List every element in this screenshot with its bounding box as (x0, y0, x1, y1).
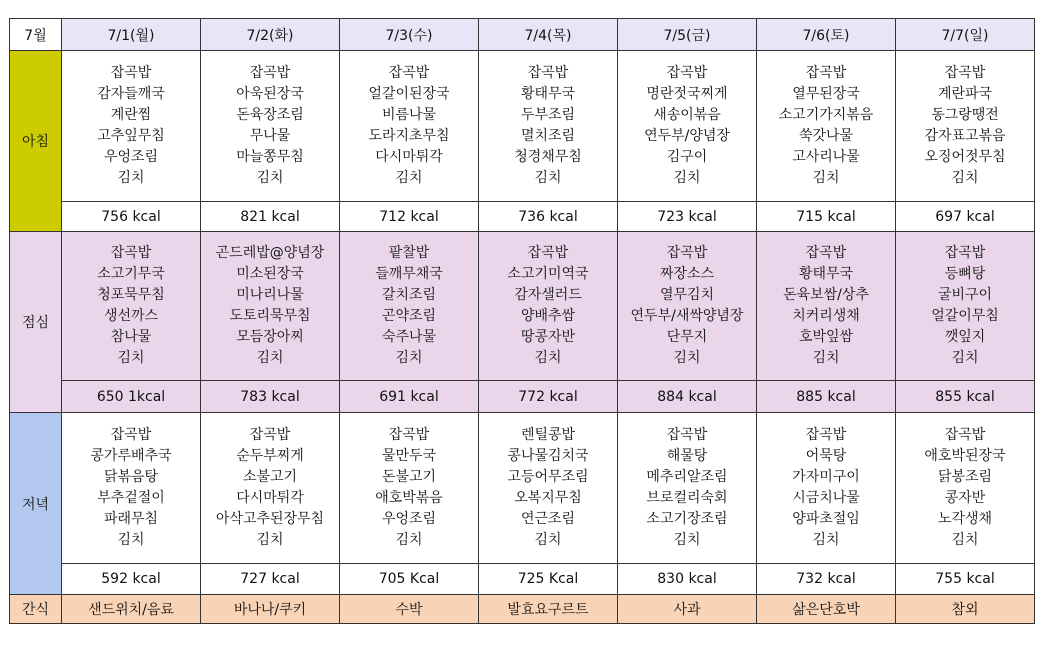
menu-cell (618, 232, 757, 381)
menu-item: 물만두국 (381, 448, 437, 464)
menu-item: 김치 (534, 350, 562, 366)
menu-item: 김치 (673, 350, 701, 366)
menu-item: 잡곡밥 (110, 245, 152, 261)
day-header-sat: 7/6(토) (757, 19, 896, 51)
breakfast-label: 아침 (10, 51, 62, 232)
menu-item: 어묵탕 (805, 448, 847, 464)
kcal-cell: 855 kcal (896, 381, 1035, 413)
menu-item: 잡곡밥 (666, 65, 708, 81)
menu-item: 깻잎지 (944, 329, 986, 345)
header-row (10, 19, 1035, 51)
snack-cell: 수박 (340, 595, 479, 624)
menu-item: 고사리나물 (792, 149, 860, 165)
menu-cell (757, 232, 896, 381)
menu-item: 비름나물 (381, 107, 437, 123)
menu-item: 잡곡밥 (666, 245, 708, 261)
menu-item: 다시마튀각 (375, 149, 443, 165)
menu-item: 잡곡밥 (110, 427, 152, 443)
menu-item: 잡곡밥 (249, 65, 291, 81)
snack-cell: 참외 (896, 595, 1035, 624)
menu-item: 우엉조림 (103, 149, 159, 165)
menu-item: 김치 (117, 170, 145, 186)
menu-item: 명란젓국찌게 (646, 86, 728, 102)
menu-item: 숙주나물 (381, 329, 437, 345)
menu-item: 굴비구이 (937, 287, 993, 303)
menu-item: 김치 (256, 532, 284, 548)
kcal-cell: 592 kcal (62, 564, 201, 595)
menu-item: 닭봉조림 (937, 469, 993, 485)
breakfast-items-row (10, 51, 1035, 202)
menu-item: 얼갈이된장국 (368, 86, 450, 102)
kcal-cell: 727 kcal (201, 564, 340, 595)
menu-item: 멸치조림 (520, 128, 576, 144)
kcal-cell: 650 1kcal (62, 381, 201, 413)
menu-item: 잡곡밥 (805, 245, 847, 261)
menu-item: 잡곡밥 (666, 427, 708, 443)
menu-item: 땅콩자반 (520, 329, 576, 345)
menu-item: 마늘쫑무침 (236, 149, 304, 165)
menu-item: 잡곡밥 (527, 245, 569, 261)
kcal-cell: 691 kcal (340, 381, 479, 413)
menu-item: 해물탕 (666, 448, 708, 464)
menu-item: 시금치나물 (792, 490, 860, 506)
menu-item: 돈육장조림 (236, 107, 304, 123)
menu-item: 갈치조림 (381, 287, 437, 303)
snack-row (10, 595, 1035, 624)
menu-item: 단무지 (666, 329, 708, 345)
menu-item: 모듬장아찌 (236, 329, 304, 345)
menu-item: 애호박된장국 (924, 448, 1006, 464)
menu-item: 쑥갓나물 (798, 128, 854, 144)
menu-item: 김치 (534, 532, 562, 548)
menu-item: 김치 (812, 170, 840, 186)
menu-item: 계란파국 (937, 86, 993, 102)
menu-cell (201, 413, 340, 564)
menu-item: 김치 (395, 170, 423, 186)
menu-item: 아욱된장국 (236, 86, 304, 102)
menu-item: 감자샐러드 (514, 287, 582, 303)
weekly-meal-table (9, 18, 1035, 624)
menu-item: 잡곡밥 (249, 427, 291, 443)
menu-item: 동그랑땡전 (931, 107, 999, 123)
day-header-sun: 7/7(일) (896, 19, 1035, 51)
menu-cell (479, 413, 618, 564)
menu-item: 양파초절임 (792, 511, 860, 527)
menu-item: 김구이 (666, 149, 708, 165)
menu-item: 오복지무침 (514, 490, 582, 506)
menu-item: 도라지초무침 (368, 128, 450, 144)
snack-cell: 삶은단호박 (757, 595, 896, 624)
menu-item: 김치 (812, 350, 840, 366)
kcal-cell: 772 kcal (479, 381, 618, 413)
kcal-cell: 783 kcal (201, 381, 340, 413)
menu-item: 감자표고볶음 (924, 128, 1006, 144)
menu-item: 파래무침 (103, 511, 159, 527)
menu-item: 김치 (534, 170, 562, 186)
dinner-kcal-row (10, 564, 1035, 595)
menu-item: 곤드레밥@양념장 (215, 245, 325, 261)
kcal-cell: 715 kcal (757, 202, 896, 232)
kcal-cell: 732 kcal (757, 564, 896, 595)
menu-item: 소고기장조림 (646, 511, 728, 527)
snack-cell: 바나나/쿠키 (201, 595, 340, 624)
menu-cell (62, 232, 201, 381)
snack-label: 간식 (10, 595, 62, 624)
day-header-wed: 7/3(수) (340, 19, 479, 51)
menu-cell (757, 413, 896, 564)
kcal-cell: 821 kcal (201, 202, 340, 232)
menu-item: 김치 (951, 170, 979, 186)
menu-cell (479, 232, 618, 381)
menu-item: 황태무국 (798, 266, 854, 282)
menu-item: 치커리생채 (792, 308, 860, 324)
menu-item: 돈육보쌈/상추 (783, 287, 869, 303)
menu-item: 청경채무침 (514, 149, 582, 165)
kcal-cell: 884 kcal (618, 381, 757, 413)
menu-item: 콩나물김치국 (507, 448, 589, 464)
menu-item: 소고기가지볶음 (778, 107, 874, 123)
menu-cell (479, 51, 618, 202)
menu-item: 잡곡밥 (805, 427, 847, 443)
lunch-kcal-row (10, 381, 1035, 413)
snack-cell: 발효요구르트 (479, 595, 618, 624)
menu-cell (340, 413, 479, 564)
menu-item: 순두부찌게 (236, 448, 304, 464)
menu-cell (62, 51, 201, 202)
menu-item: 콩가루배추국 (90, 448, 172, 464)
menu-item: 얼갈이무침 (931, 308, 999, 324)
menu-item: 무나물 (249, 128, 291, 144)
menu-item: 연두부/양념장 (644, 128, 730, 144)
menu-cell (340, 51, 479, 202)
kcal-cell: 723 kcal (618, 202, 757, 232)
menu-cell (896, 413, 1035, 564)
menu-cell (62, 413, 201, 564)
kcal-cell: 725 Kcal (479, 564, 618, 595)
snack-cell: 사과 (618, 595, 757, 624)
menu-item: 김치 (117, 350, 145, 366)
menu-item: 참나물 (110, 329, 152, 345)
kcal-cell: 755 kcal (896, 564, 1035, 595)
month-label: 7월 (10, 19, 62, 51)
day-header-thu: 7/4(목) (479, 19, 618, 51)
menu-item: 김치 (117, 532, 145, 548)
menu-item: 짜장소스 (659, 266, 715, 282)
menu-item: 브로컬리숙회 (646, 490, 728, 506)
menu-item: 김치 (256, 170, 284, 186)
menu-item: 소불고기 (242, 469, 298, 485)
menu-item: 황태무국 (520, 86, 576, 102)
lunch-items-row (10, 232, 1035, 381)
menu-item: 애호박볶음 (375, 490, 443, 506)
dinner-label: 저녁 (10, 413, 62, 595)
menu-item: 김치 (812, 532, 840, 548)
menu-cell (896, 51, 1035, 202)
menu-item: 아삭고추된장무침 (215, 511, 325, 527)
snack-cell: 샌드위치/음료 (62, 595, 201, 624)
menu-item: 돈불고기 (381, 469, 437, 485)
menu-item: 다시마튀각 (236, 490, 304, 506)
menu-item: 들깨무채국 (375, 266, 443, 282)
kcal-cell: 736 kcal (479, 202, 618, 232)
menu-cell (201, 51, 340, 202)
menu-item: 팥찰밥 (388, 245, 430, 261)
day-header-mon: 7/1(월) (62, 19, 201, 51)
menu-item: 잡곡밥 (944, 427, 986, 443)
dinner-items-row (10, 413, 1035, 564)
lunch-label: 점심 (10, 232, 62, 413)
menu-item: 잡곡밥 (110, 65, 152, 81)
menu-item: 잡곡밥 (527, 65, 569, 81)
menu-item: 호박잎쌈 (798, 329, 854, 345)
kcal-cell: 705 Kcal (340, 564, 479, 595)
menu-item: 잡곡밥 (388, 427, 430, 443)
menu-item: 오징어젓무침 (924, 149, 1006, 165)
menu-item: 김치 (673, 170, 701, 186)
kcal-cell: 756 kcal (62, 202, 201, 232)
menu-item: 두부조림 (520, 107, 576, 123)
kcal-cell: 830 kcal (618, 564, 757, 595)
menu-item: 부추겉절이 (97, 490, 165, 506)
menu-item: 고등어무조림 (507, 469, 589, 485)
menu-item: 잡곡밥 (805, 65, 847, 81)
menu-cell (618, 51, 757, 202)
menu-item: 메추리알조림 (646, 469, 728, 485)
menu-item: 잡곡밥 (388, 65, 430, 81)
breakfast-kcal-row (10, 202, 1035, 232)
menu-item: 우엉조림 (381, 511, 437, 527)
menu-item: 노각생채 (937, 511, 993, 527)
menu-item: 도토리묵무침 (229, 308, 311, 324)
menu-item: 김치 (951, 532, 979, 548)
menu-item: 고추잎무침 (97, 128, 165, 144)
kcal-cell: 712 kcal (340, 202, 479, 232)
menu-item: 렌틸콩밥 (520, 427, 576, 443)
menu-item: 김치 (951, 350, 979, 366)
menu-item: 연두부/새싹양념장 (630, 308, 744, 324)
menu-cell (757, 51, 896, 202)
menu-item: 감자들깨국 (97, 86, 165, 102)
menu-item: 열무된장국 (792, 86, 860, 102)
menu-cell (896, 232, 1035, 381)
menu-item: 소고기미역국 (507, 266, 589, 282)
menu-item: 곤약조림 (381, 308, 437, 324)
kcal-cell: 697 kcal (896, 202, 1035, 232)
menu-cell (340, 232, 479, 381)
menu-item: 계란찜 (110, 107, 152, 123)
day-header-tue: 7/2(화) (201, 19, 340, 51)
menu-item: 김치 (256, 350, 284, 366)
menu-item: 김치 (673, 532, 701, 548)
menu-item: 열무김치 (659, 287, 715, 303)
menu-item: 가자미구이 (792, 469, 860, 485)
menu-item: 잡곡밥 (944, 65, 986, 81)
menu-item: 등뼈탕 (944, 266, 986, 282)
menu-item: 닭볶음탕 (103, 469, 159, 485)
menu-cell (201, 232, 340, 381)
menu-item: 양배추쌈 (520, 308, 576, 324)
menu-item: 연근조림 (520, 511, 576, 527)
menu-item: 소고기무국 (97, 266, 165, 282)
menu-item: 청포묵무침 (97, 287, 165, 303)
menu-item: 김치 (395, 350, 423, 366)
menu-item: 새송이볶음 (653, 107, 721, 123)
menu-item: 미나리나물 (236, 287, 304, 303)
menu-item: 미소된장국 (236, 266, 304, 282)
kcal-cell: 885 kcal (757, 381, 896, 413)
menu-item: 김치 (395, 532, 423, 548)
menu-item: 콩자반 (944, 490, 986, 506)
menu-item: 잡곡밥 (944, 245, 986, 261)
menu-item: 생선까스 (103, 308, 159, 324)
day-header-fri: 7/5(금) (618, 19, 757, 51)
menu-cell (618, 413, 757, 564)
